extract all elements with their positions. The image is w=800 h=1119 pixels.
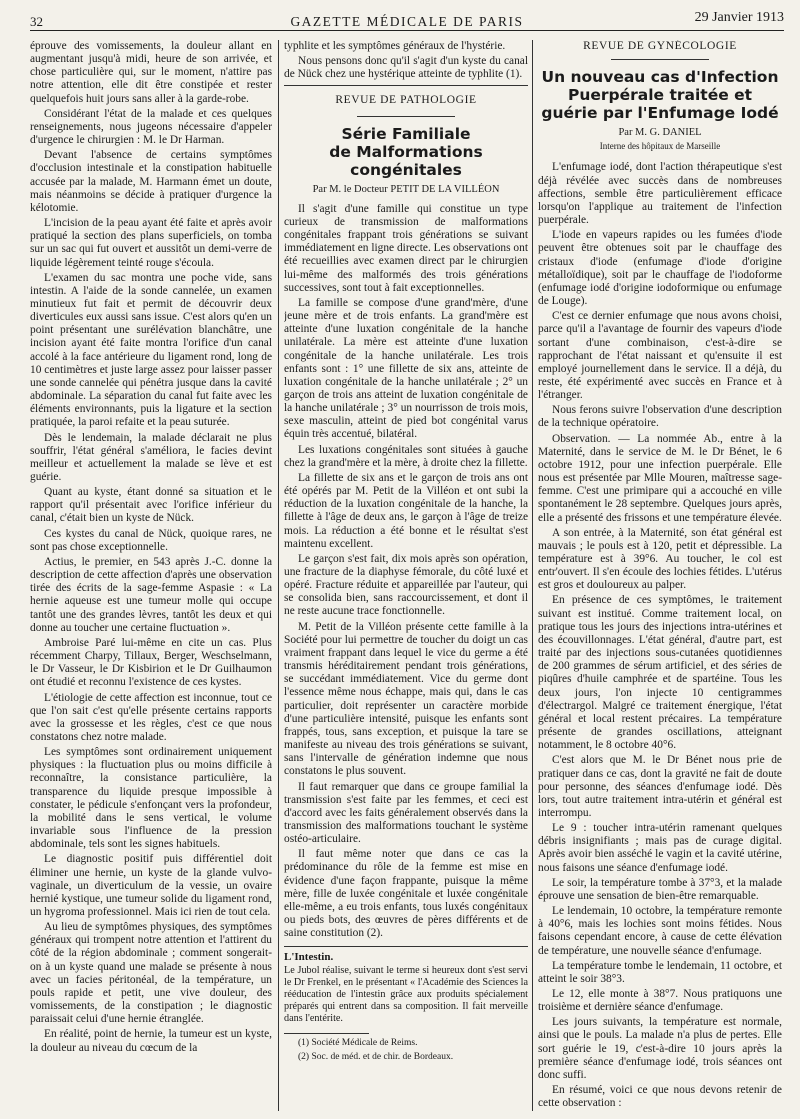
paragraph: La fillette de six ans et le garçon de trois ans ont été opérés par M. Petit de la Villéon et ont subi la réduction de la luxation congénitale de la hanche, la fillette à l'âge de deux ans, le garçon à l'âge de treize mois. La réduction a été bonne et le résultat s'est maintenu excellent. [284, 471, 528, 550]
paragraph: L'étiologie de cette affection est inconnue, tout ce que l'on sait c'est qu'elle présente certains rapports avec la grossesse et les règles, c'est ce que nous constatons chez notre malade. [30, 691, 272, 743]
paragraph: Nous ferons suivre l'observation d'une description de la technique opératoire. [538, 404, 782, 430]
note-text: Le Jubol réalise, suivant le terme si heureux dont s'est servi le Dr Frenkel, en le présentant « l'Académie des Sciences la rééducation de l'intestin grâce aux produits spécialement préparés qui entrent dans sa composition. Il fait merveille dans l'entérite. [284, 965, 528, 1025]
paragraph: Au lieu de symptômes physiques, des symptômes généraux qui trompent notre attention et l'attirent du côté de la région abdominale ; comment songerait-on à un kyste quand une malade se présente à nous avec un facies péritonéal, de la température, un pouls rapide et petit, une vive douleur, des vomissements, de la constipation ; le diagnostic paraissait celui d'une hernie étranglée. [30, 921, 272, 1026]
article-title-line1: Série Familiale [341, 124, 471, 143]
paragraph: Il faut remarquer que dans ce groupe familial la transmission s'est faite par les femmes, et ceci est d'accord avec les faits généralement observés dans la transmission des malformations touchant le système ostéo-articulaire. [284, 780, 528, 846]
paragraph: La famille se compose d'une grand'mère, d'une jeune mère et de trois enfants. La grand'mère est atteinte d'une luxation congénitale de la hanche unilatérale. La mère est atteinte d'une luxation congénitale de la hanche unilatérale. Les trois enfants sont : 1° une fillette de six ans, atteinte de luxation congénitale de la hanche unilatérale ; 2° un garçon de trois ans atteint de luxation congénitale de la hanche unilatérale ; 3° un nourrisson de trois mois, sexe masculin, atteint de pied bot congénital varus équin très accentué, bilatéral. [284, 296, 528, 441]
paragraph: L'enfumage iodé, dont l'action thérapeutique s'est déjà révélée avec succès dans de nombreuses affections, semble être particulièrement efficace lorsqu'on l'applique au traitement de l'infection puerpérale. [538, 161, 782, 227]
paragraph: L'iode en vapeurs rapides ou les fumées d'iode peuvent être obtenues soit par le chauffage des cristaux d'iode (enfumage d'iode d'origine métalloïdique), soit par le chauffage de l'iodoforme (enfumage iodé d'origine iodoformique ou enfumage de Louge). [538, 229, 782, 308]
paragraph: En présence de ces symptômes, le traitement suivant est institué. Comme traitement local, on pratique tous les jours des injections intra-utérines et des écouvillonnages. L'état général, d'autre part, est traité par des injections sous-cutanées quotidiennes de 200 grammes de sérum artificiel, et des séries de piqûres d'huile camphrée et de spartéine. Tous les deux jours, l'on injecte 10 centigrammes d'électrargol. Malgré ce traitement énergique, l'état général et local restent précaires. La température présente de grandes oscillations, atteignant notamment, le 8 octobre 40°6. [538, 594, 782, 752]
section-heading: REVUE DE GYNÉCOLOGIE [583, 40, 737, 52]
article-title [284, 125, 528, 179]
paragraph: Le 12, elle monte à 38°7. Nous pratiquons une troisième et dernière séance d'enfumage. [538, 988, 782, 1014]
paragraph: Quant au kyste, étant donné sa situation et le rapport qu'il présentait avec l'orifice inférieur du canal, c'était bien un kyste de Nück. [30, 486, 272, 525]
paragraph: C'est alors que M. le Dr Bénet nous prie de pratiquer dans ce cas, dont la gravité ne fait de doute pour personne, des séances d'enfumage iodé. Dès lors, tout autre traitement intra-utérin et général est interrompu. [538, 754, 782, 819]
paragraph: C'est ce dernier enfumage que nous avons choisi, parce qu'il a l'avantage de fournir des vapeurs d'iode sortant d'une combinaison, c'est-à-dire se rapprochant de l'état naissant et qu'ensuite il est employé journellement dans le service. Il a déjà, du reste, été expérimenté avec succès en France et à l'étranger. [538, 310, 782, 402]
paragraph: Il faut même noter que dans ce cas la prédominance du rôle de la femme est mise en évidence d'une façon frappante, puisque la même mère, fille de luxée congénitale et luxée congénitale elle-même, a eu trois enfants, tous luxés congénitaux ou pieds bots, des œuvres de pères différents et de saine constitution (2). [284, 848, 528, 940]
paragraph: En résumé, voici ce que nous devons retenir de cette observation : [538, 1084, 782, 1110]
paragraph: Dès le lendemain, la malade déclarait ne plus souffrir, l'état général s'améliora, le facies devint meilleur et actuellement la malade se lève et est guérie. [30, 431, 272, 483]
paragraph: Le diagnostic positif puis différentiel doit éliminer une hernie, un kyste de la glande vulvo-vaginale, un diverticulum de la vessie, un ovaire hernié kystique, une tumeur solide du ligament rond, un hygroma professionnel. Mais ici rien de tout cela. [30, 853, 272, 918]
paragraph: Ces kystes du canal de Nück, quoique rares, ne sont pas chose exceptionnelle. [30, 527, 272, 553]
paragraph: Le lendemain, 10 octobre, la température remonte à 40°6, mais les lochies sont moins fétides. Nous faisons cependant encore, à cause de cette élévation de température, une nouvelle séance d'enfumage. [538, 905, 782, 957]
author-role: Interne des hôpitaux de Marseille [599, 141, 721, 152]
article-author: Par M. le Docteur PETIT DE LA VILLÉON [312, 183, 500, 195]
paragraph: Les luxations congénitales sont situées à gauche chez la grand'mère et la mère, à droite chez la fillette. [284, 443, 528, 469]
paragraph: La température tombe le lendemain, 11 octobre, et atteint le soir 38°3. [538, 959, 782, 985]
journal-title: GAZETTE MÉDICALE DE PARIS [290, 14, 524, 29]
paragraph: En réalité, point de hernie, la tumeur est un kyste, la douleur au niveau du cœcum de la [30, 1028, 272, 1054]
article-author: Par M. G. DANIEL [618, 127, 702, 139]
paragraph: Actius, le premier, en 543 après J.-C. donne la description de cette affection d'après une observation tirée des écrits de la sage-femme Aspasie : « La hernie aqueuse est une tumeur molle qui occupe tantôt une des grandes lèvres, tantôt les deux et qui donne au toucher une certaine fluctuation ». [30, 555, 272, 634]
paragraph: éprouve des vomissements, la douleur allant en augmentant jusqu'à midi, heure de son arrivée, et chose particulière qui, sur le moment, n'attire pas notre attention, elle dit être constipée et rester quelquefois huit jours sans aller à la garde-robe. [30, 40, 272, 105]
paragraph: Le garçon s'est fait, dix mois après son opération, une fracture de la diaphyse fémorale, du côté luxé et opéré. Fracture réduite et appareillée par l'auteur, qui se consolida bien, sans raccourcissement, et dont il ne reste aucune trace fonctionnelle. [284, 552, 528, 618]
page-number: 32 [30, 14, 43, 29]
paragraph: Devant l'absence de certains symptômes d'occlusion intestinale et la constipation habituelle accusée par la malade, M. Harmann émet un doute, mais néanmoins se décide à pratiquer d'urgence la kélotomie. [30, 149, 272, 214]
section-heading: REVUE DE PATHOLOGIE [335, 94, 477, 107]
issue-date: 29 Janvier 1913 [694, 10, 784, 25]
paragraph: A son entrée, à la Maternité, son état général est mauvais ; le pouls est à 120, petit et dépressible. La température est à 39°6. Au toucher, le col est entr'ouvert. Il s'en écoule des lochies fétides. L'utérus est gros et douloureux au palper. [538, 526, 782, 592]
article-title: Un nouveau cas d'Infection Puerpérale traitée et guérie par l'Enfumage Iodé [541, 68, 779, 123]
paragraph: Le soir, la température tombe à 37°3, et la malade éprouve une sensation de bien-être remarquable. [538, 876, 782, 902]
footnote: (2) Soc. de méd. et de chir. de Bordeaux. [298, 1051, 454, 1062]
paragraph: L'incision de la peau ayant été faite et après avoir pratiqué la section des plans superficiels, on tomba sur un sac qui fut ouvert et aussitôt un demi-verre de liquide légèrement teinté rouge s'écoula. [30, 217, 272, 269]
paragraph: typhlite et les symptômes généraux de l'hystérie. [284, 40, 506, 52]
paragraph: Il s'agit d'une famille qui constitue un type curieux de transmission de malformations congénitales frappant trois générations se suivant immédiatement en ligne directe. Les observations ont été recueillies avec examen direct par le chirurgien lui-même des malformés des trois générations successives, sont tout à fait exceptionnelles. [284, 202, 528, 294]
paragraph: L'examen du sac montra une poche vide, sans intestin. A l'aide de la sonde cannelée, un examen minutieux fut fait et permit de découvrir deux diverticules eux aussi sans issue. C'est alors qu'en un point présentant une surélévation blanchâtre, une incision ayant été faite montra l'orifice d'un canal accolé à la face antérieure du ligament rond, long de 10 centimètres et juste large assez pour laisser passer une sonde cannelée qui pénétra jusque dans la cavité abdominale. La séparation du canal fut faite avec les éléments environnants, puis la ligature et la section pratiquée, la paroi refaite et la peau suturée. [30, 271, 272, 429]
section-divider [284, 85, 528, 86]
note-title: L'Intestin. [284, 951, 334, 964]
paragraph: Observation. — La nommée Ab., entre à la Maternité, dans le service de M. le Dr Bénet, le 6 octobre 1912, pour une infection puerpérale. Elle nous est présentée par Mlle Mouren, maîtresse sage-femme. C'est une primipare qui a accouché en ville spontanément le 28 septembre. Quelques jours après, elle a présenté des frissons et une température élevée. [538, 432, 782, 524]
short-divider [357, 116, 455, 117]
short-divider [611, 59, 709, 60]
footnote: (1) Société Médicale de Reims. [298, 1038, 418, 1049]
paragraph: Les jours suivants, la température est normale, ainsi que le pouls. La malade n'a plus de pertes. Elle sort guérie le 19, c'est-à-dire 10 jours après la première séance d'enfumage iodé, trois séances ont donc suffi. [538, 1016, 782, 1081]
paragraph: Le 9 : toucher intra-utérin ramenant quelques débris insignifiants ; mais pas de curage digital. Après avoir bien asséché le vagin et la cavité utérine, nous faisons une séance d'enfumage iodé. [538, 822, 782, 874]
article-title-line2: de Malformations congénitales [329, 142, 483, 179]
column-rule-left [278, 40, 279, 1111]
paragraph: Les symptômes sont ordinairement uniquement physiques : la fluctuation plus ou moins difficile à reconnaître, la consistance particulière, la transparence du liquide presque impossible à constater, le pédicule s'enfonçant vers la profondeur, la mobilité dans le sens vertical, le volume invariable sous l'influence de la pression abdominale, tels sont les signes habituels. [30, 746, 272, 851]
page-header [30, 6, 784, 31]
column-3 [538, 40, 782, 1111]
advertisement-note [284, 946, 528, 1025]
footnote-divider [284, 1033, 369, 1034]
column-rule-right [532, 40, 533, 1111]
column-2 [284, 40, 528, 1111]
paragraph: Ambroise Paré lui-même en cite un cas. Plus récemment Charpy, Tillaux, Berger, Weschselmann, le Dr Vasseur, le Dr Kisbirion et le Dr Guilhaumon ont étudié et reconnu l'existence de ces kystes. [30, 636, 272, 689]
paragraph: Nous pensons donc qu'il s'agit d'un kyste du canal de Nück chez une hystérique atteinte de typhlite (1). [284, 55, 528, 81]
paragraph: M. Petit de la Villéon présente cette famille à la Société pour lui permettre de toucher du doigt un cas vraiment frappant dans lequel le vice du germe a été transmis héréditairement pendant trois générations, se succédant immédiatement. Vice du germe dont l'essence même nous échappe, mais qui, dans le cas particulier, doit représenter un caractère morbide d'une particulière intensité, puisque les enfants sont frappés, tous, sans exception, et puisque la tare se manifeste au niveau des trois générations se suivant, sans l'intervalle de génération indemne que nous constatons le plus souvent. [284, 620, 528, 778]
paragraph: Considérant l'état de la malade et ces quelques renseignements, nous jugeons nécessaire d'appeler d'urgence le chirurgien : M. le Dr Harman. [30, 107, 272, 147]
column-1 [30, 40, 272, 1111]
